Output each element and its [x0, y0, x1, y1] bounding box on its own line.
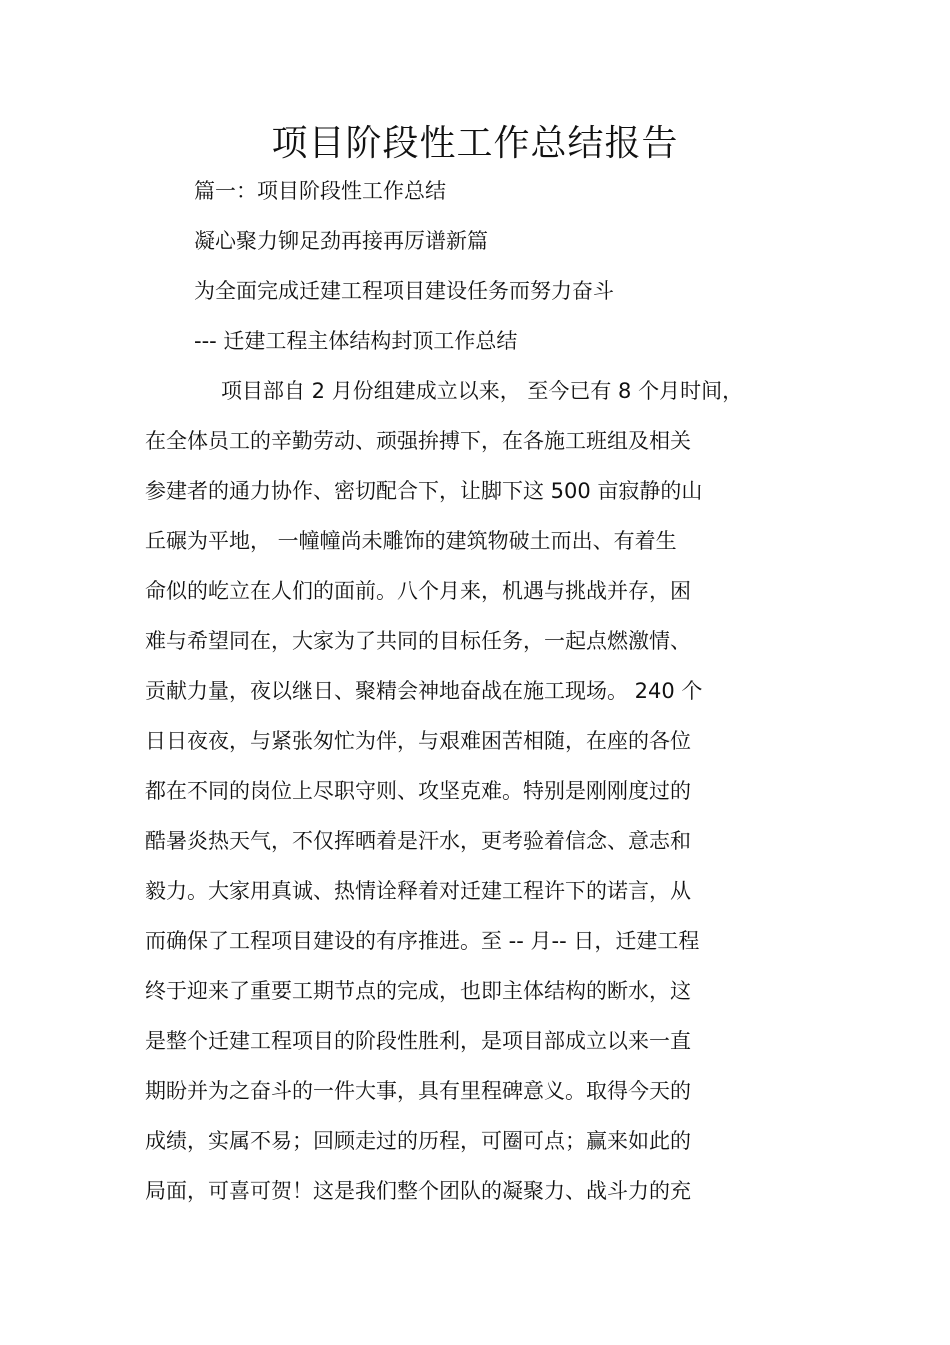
paragraph-line: 项目部自 2 月份组建成立以来， 至今已有 8 个月时间， — [221, 379, 744, 403]
paragraph-line: 而确保了工程项目建设的有序推进。至 -- 月-- 日，迁建工程 — [145, 929, 700, 953]
paragraph-line: 日日夜夜，与紧张匆忙为伴，与艰难困苦相随，在座的各位 — [145, 729, 691, 753]
paragraph-line: 丘碾为平地， 一幢幢尚未雕饰的建筑物破土而出、有着生 — [145, 529, 677, 553]
paragraph-line: 酷暑炎热天气，不仅挥晒着是汗水，更考验着信念、意志和 — [145, 829, 691, 853]
paragraph-line: 期盼并为之奋斗的一件大事，具有里程碑意义。取得今天的 — [145, 1079, 691, 1103]
paragraph-line: 毅力。大家用真诚、热情诠释着对迁建工程许下的诺言，从 — [145, 879, 691, 903]
subtitle-line: --- 迁建工程主体结构封顶工作总结 — [194, 329, 518, 353]
paragraph-line: 成绩，实属不易；回顾走过的历程，可圈可点；赢来如此的 — [145, 1129, 691, 1153]
subtitle-line: 为全面完成迁建工程项目建设任务而努力奋斗 — [194, 279, 614, 303]
paragraph-line: 在全体员工的辛勤劳动、顽强拚搏下，在各施工班组及相关 — [145, 429, 691, 453]
paragraph-line: 终于迎来了重要工期节点的完成，也即主体结构的断水，这 — [145, 979, 691, 1003]
paragraph-line: 贡献力量，夜以继日、聚精会神地奋战在施工现场。 240 个 — [145, 679, 703, 703]
subtitle-line: 凝心聚力铆足劲再接再厉谱新篇 — [194, 229, 488, 253]
paragraph-line: 局面，可喜可贺！这是我们整个团队的凝聚力、战斗力的充 — [145, 1179, 691, 1203]
document-title: 项目阶段性工作总结报告 — [271, 123, 679, 164]
paragraph-line: 是整个迁建工程项目的阶段性胜利，是项目部成立以来一直 — [145, 1029, 691, 1053]
paragraph-line: 参建者的通力协作、密切配合下，让脚下这 500 亩寂静的山 — [145, 479, 703, 503]
paragraph-line: 命似的屹立在人们的面前。八个月来，机遇与挑战并存，困 — [145, 579, 691, 603]
paragraph-line: 都在不同的岗位上尽职守则、攻坚克难。特别是刚刚度过的 — [145, 779, 691, 803]
section-heading: 篇一：项目阶段性工作总结 — [194, 179, 446, 203]
paragraph-line: 难与希望同在，大家为了共同的目标任务，一起点燃激情、 — [145, 629, 691, 653]
